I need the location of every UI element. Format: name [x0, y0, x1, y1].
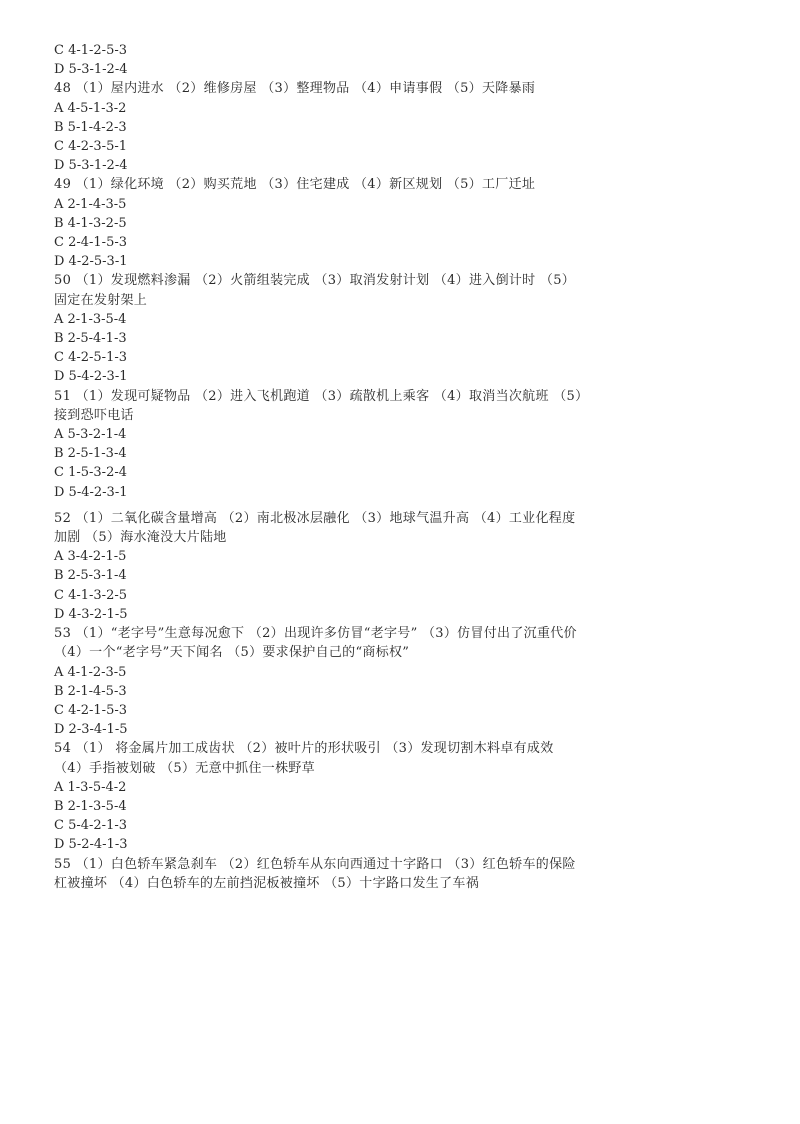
option-line: C 5-4-2-1-3	[54, 818, 128, 834]
question-number: 55	[54, 856, 72, 872]
question-number: 48	[54, 81, 72, 97]
question-54	[54, 739, 584, 777]
option-line: B 2-5-1-3-4	[54, 446, 127, 462]
option-line: D 4-3-2-1-5	[54, 606, 128, 622]
option-line: B 5-1-4-2-3	[54, 119, 127, 135]
option-line: B 2-1-3-5-4	[54, 798, 127, 814]
blank-gap	[54, 502, 584, 509]
question-text: （1）二氧化碳含量增高 （2）南北极冰层融化 （3）地球气温升高 （4）工业化程度加剧 （5）海水淹没大片陆地	[54, 510, 576, 546]
option-line: A 5-3-2-1-4	[54, 427, 127, 443]
option-line: B 4-1-3-2-5	[54, 215, 127, 231]
option-line: D 4-2-5-3-1	[54, 254, 128, 270]
option-line: D 5-4-2-3-1	[54, 484, 128, 500]
question-49	[54, 175, 584, 194]
document-body	[54, 41, 584, 893]
option-line: A 2-1-4-3-5	[54, 196, 127, 212]
question-number: 50	[54, 273, 72, 289]
question-number: 51	[54, 388, 72, 404]
question-text: （1） 将金属片加工成齿状 （2）被叶片的形状吸引 （3）发现切割木料卓有成效 （4）手指被划破 （5）无意中抓住一株野草	[54, 741, 554, 776]
option-line: D 5-3-1-2-4	[54, 62, 128, 78]
option-line: B 2-5-3-1-4	[54, 568, 127, 584]
question-51	[54, 387, 584, 425]
question-number: 52	[54, 510, 72, 526]
option-line: A 4-5-1-3-2	[54, 100, 127, 116]
question-number: 54	[54, 741, 72, 757]
question-text: （1）“老字号”生意每况愈下 （2）出现许多仿冒“老字号” （3）仿冒付出了沉重代价 （4）一个“老字号”天下闻名 （5）要求保护自己的“商标权”	[54, 626, 577, 661]
question-text: （1）白色轿车紧急刹车 （2）红色轿车从东向西通过十字路口 （3）红色轿车的保险杠被撞坏 （4）白色轿车的左前挡泥板被撞坏 （5）十字路口发生了车祸	[54, 856, 576, 891]
question-text: （1）绿化环境 （2）购买荒地 （3）住宅建成 （4）新区规划 （5）工厂迁址	[75, 177, 536, 193]
option-line: C 4-1-3-2-5	[54, 587, 128, 603]
option-line: C 2-4-1-5-3	[54, 235, 128, 251]
option-line: D 2-3-4-1-5	[54, 722, 128, 738]
option-line: C 4-2-3-5-1	[54, 139, 128, 155]
option-line: B 2-5-4-1-3	[54, 331, 127, 347]
question-50	[54, 271, 584, 309]
question-number: 53	[54, 626, 72, 642]
option-line: C 4-2-5-1-3	[54, 350, 128, 366]
question-53	[54, 624, 584, 662]
question-55	[54, 855, 584, 893]
option-line: A 3-4-2-1-5	[54, 549, 127, 565]
option-line: A 1-3-5-4-2	[54, 779, 127, 795]
question-number: 49	[54, 177, 72, 193]
question-text: （1）屋内进水 （2）维修房屋 （3）整理物品 （4）申请事假 （5）天降暴雨	[75, 81, 536, 97]
option-line: A 4-1-2-3-5	[54, 664, 127, 680]
option-line: C 1-5-3-2-4	[54, 465, 128, 481]
option-line: C 4-2-1-5-3	[54, 702, 128, 718]
option-line: A 2-1-3-5-4	[54, 311, 127, 327]
question-text: （1）发现可疑物品 （2）进入飞机跑道 （3）疏散机上乘客 （4）取消当次航班 （5）接到恐吓电话	[54, 388, 582, 423]
question-text: （1）发现燃料渗漏 （2）火箭组装完成 （3）取消发射计划 （4）进入倒计时 （5）固定在发射架上	[54, 273, 576, 308]
question-48	[54, 79, 584, 98]
option-line: D 5-4-2-3-1	[54, 369, 128, 385]
question-52	[54, 509, 584, 547]
option-line: B 2-1-4-5-3	[54, 683, 127, 699]
option-line: D 5-2-4-1-3	[54, 837, 128, 853]
option-line: C 4-1-2-5-3	[54, 43, 128, 58]
option-line: D 5-3-1-2-4	[54, 158, 128, 174]
